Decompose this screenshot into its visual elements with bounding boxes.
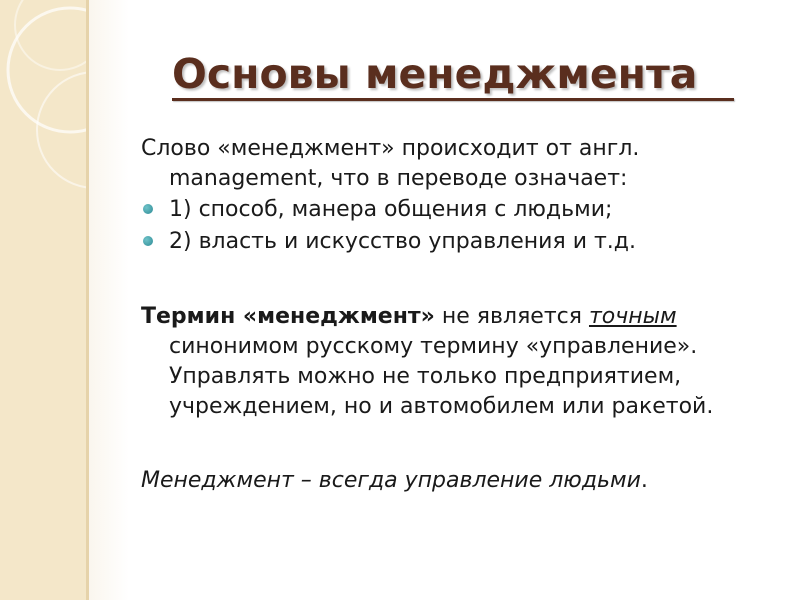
- intro-paragraph: Слово «менеджмент» происходит от англ. management, что в переводе означает:: [141, 136, 640, 191]
- title-underline: [172, 98, 734, 101]
- term-emphasis: точным: [588, 304, 677, 329]
- conclusion-period: .: [640, 468, 648, 493]
- bullet-text: 1) способ, манера общения с людьми;: [169, 197, 613, 222]
- term-text-1: не является: [434, 304, 589, 329]
- bullet-dot-icon: [143, 204, 153, 214]
- term-bold: Термин «менеджмент»: [141, 304, 435, 329]
- conclusion-paragraph: [141, 466, 781, 496]
- bullet-item: [141, 226, 781, 258]
- term-paragraph: [141, 302, 781, 422]
- conclusion-italic: Менеджмент – всегда управление людьми: [141, 468, 641, 493]
- slide-body: [141, 134, 781, 496]
- decorative-circles: [0, 0, 86, 600]
- term-text-2: синонимом русскому термину «управление». Управлять можно не только предприятием, учреждением, но и автомобилем или ракетой.: [169, 334, 714, 419]
- bullet-item: [141, 194, 781, 226]
- decorative-side-band: [0, 0, 89, 600]
- bullet-dot-icon: [143, 236, 153, 246]
- slide-title: Основы менеджмента: [172, 50, 698, 98]
- bullet-text: 2) власть и искусство управления и т.д.: [169, 229, 636, 254]
